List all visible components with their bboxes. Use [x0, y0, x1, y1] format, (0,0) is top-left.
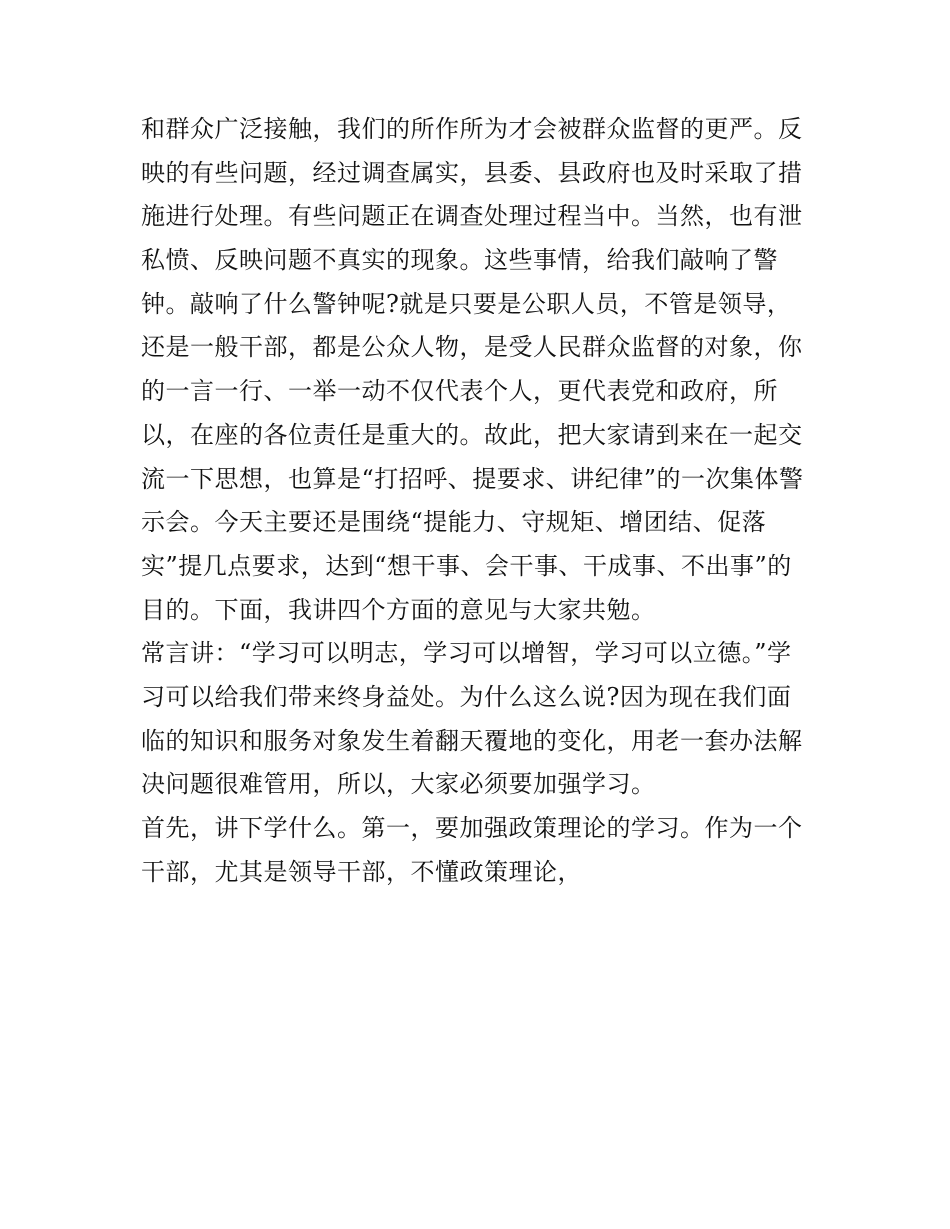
text-line: 私愤、反映问题不真实的现象。这些事情，给我们敲响了警 — [141, 246, 778, 275]
text-line: 习可以给我们带来终身益处。为什么这么说?因为现在我们面 — [141, 682, 792, 711]
text-line: 示会。今天主要还是围绕“提能力、守规矩、增团结、促落 — [141, 508, 767, 537]
text-line: 以，在座的各位责任是重大的。故此，把大家请到来在一起交 — [141, 420, 803, 449]
text-line: 临的知识和服务对象发生着翻天覆地的变化，用老一套办法解 — [141, 726, 803, 755]
text-line: 的一言一行、一举一动不仅代表个人，更代表党和政府，所 — [141, 377, 778, 406]
text-line: 常言讲：“学习可以明志，学习可以增智，学习可以立德。”学 — [141, 639, 792, 668]
text-line: 和群众广泛接触，我们的所作所为才会被群众监督的更严。反 — [141, 115, 803, 143]
text-line: 目的。下面，我讲四个方面的意见与大家共勉。 — [141, 595, 656, 624]
text-line: 钟。敲响了什么警钟呢?就是只要是公职人员，不管是领导， — [141, 289, 792, 318]
text-line: 干部，尤其是领导干部，不懂政策理论， — [141, 857, 582, 886]
text-line: 还是一般干部，都是公众人物，是受人民群众监督的对象，你 — [141, 333, 803, 362]
text-line: 首先，讲下学什么。第一，要加强政策理论的学习。作为一个 — [141, 814, 803, 842]
text-line: 决问题很难管用，所以，大家必须要加强学习。 — [141, 770, 656, 799]
text-line: 流一下思想，也算是“打招呼、提要求、讲纪律”的一次集体警 — [141, 464, 804, 493]
text-line: 施进行处理。有些问题正在调查处理过程当中。当然，也有泄 — [141, 202, 803, 231]
text-line: 实”提几点要求，达到“想干事、会干事、干成事、不出事”的 — [141, 551, 792, 580]
text-line: 映的有些问题，经过调查属实，县委、县政府也及时采取了措 — [141, 158, 803, 187]
document-body — [141, 108, 821, 894]
